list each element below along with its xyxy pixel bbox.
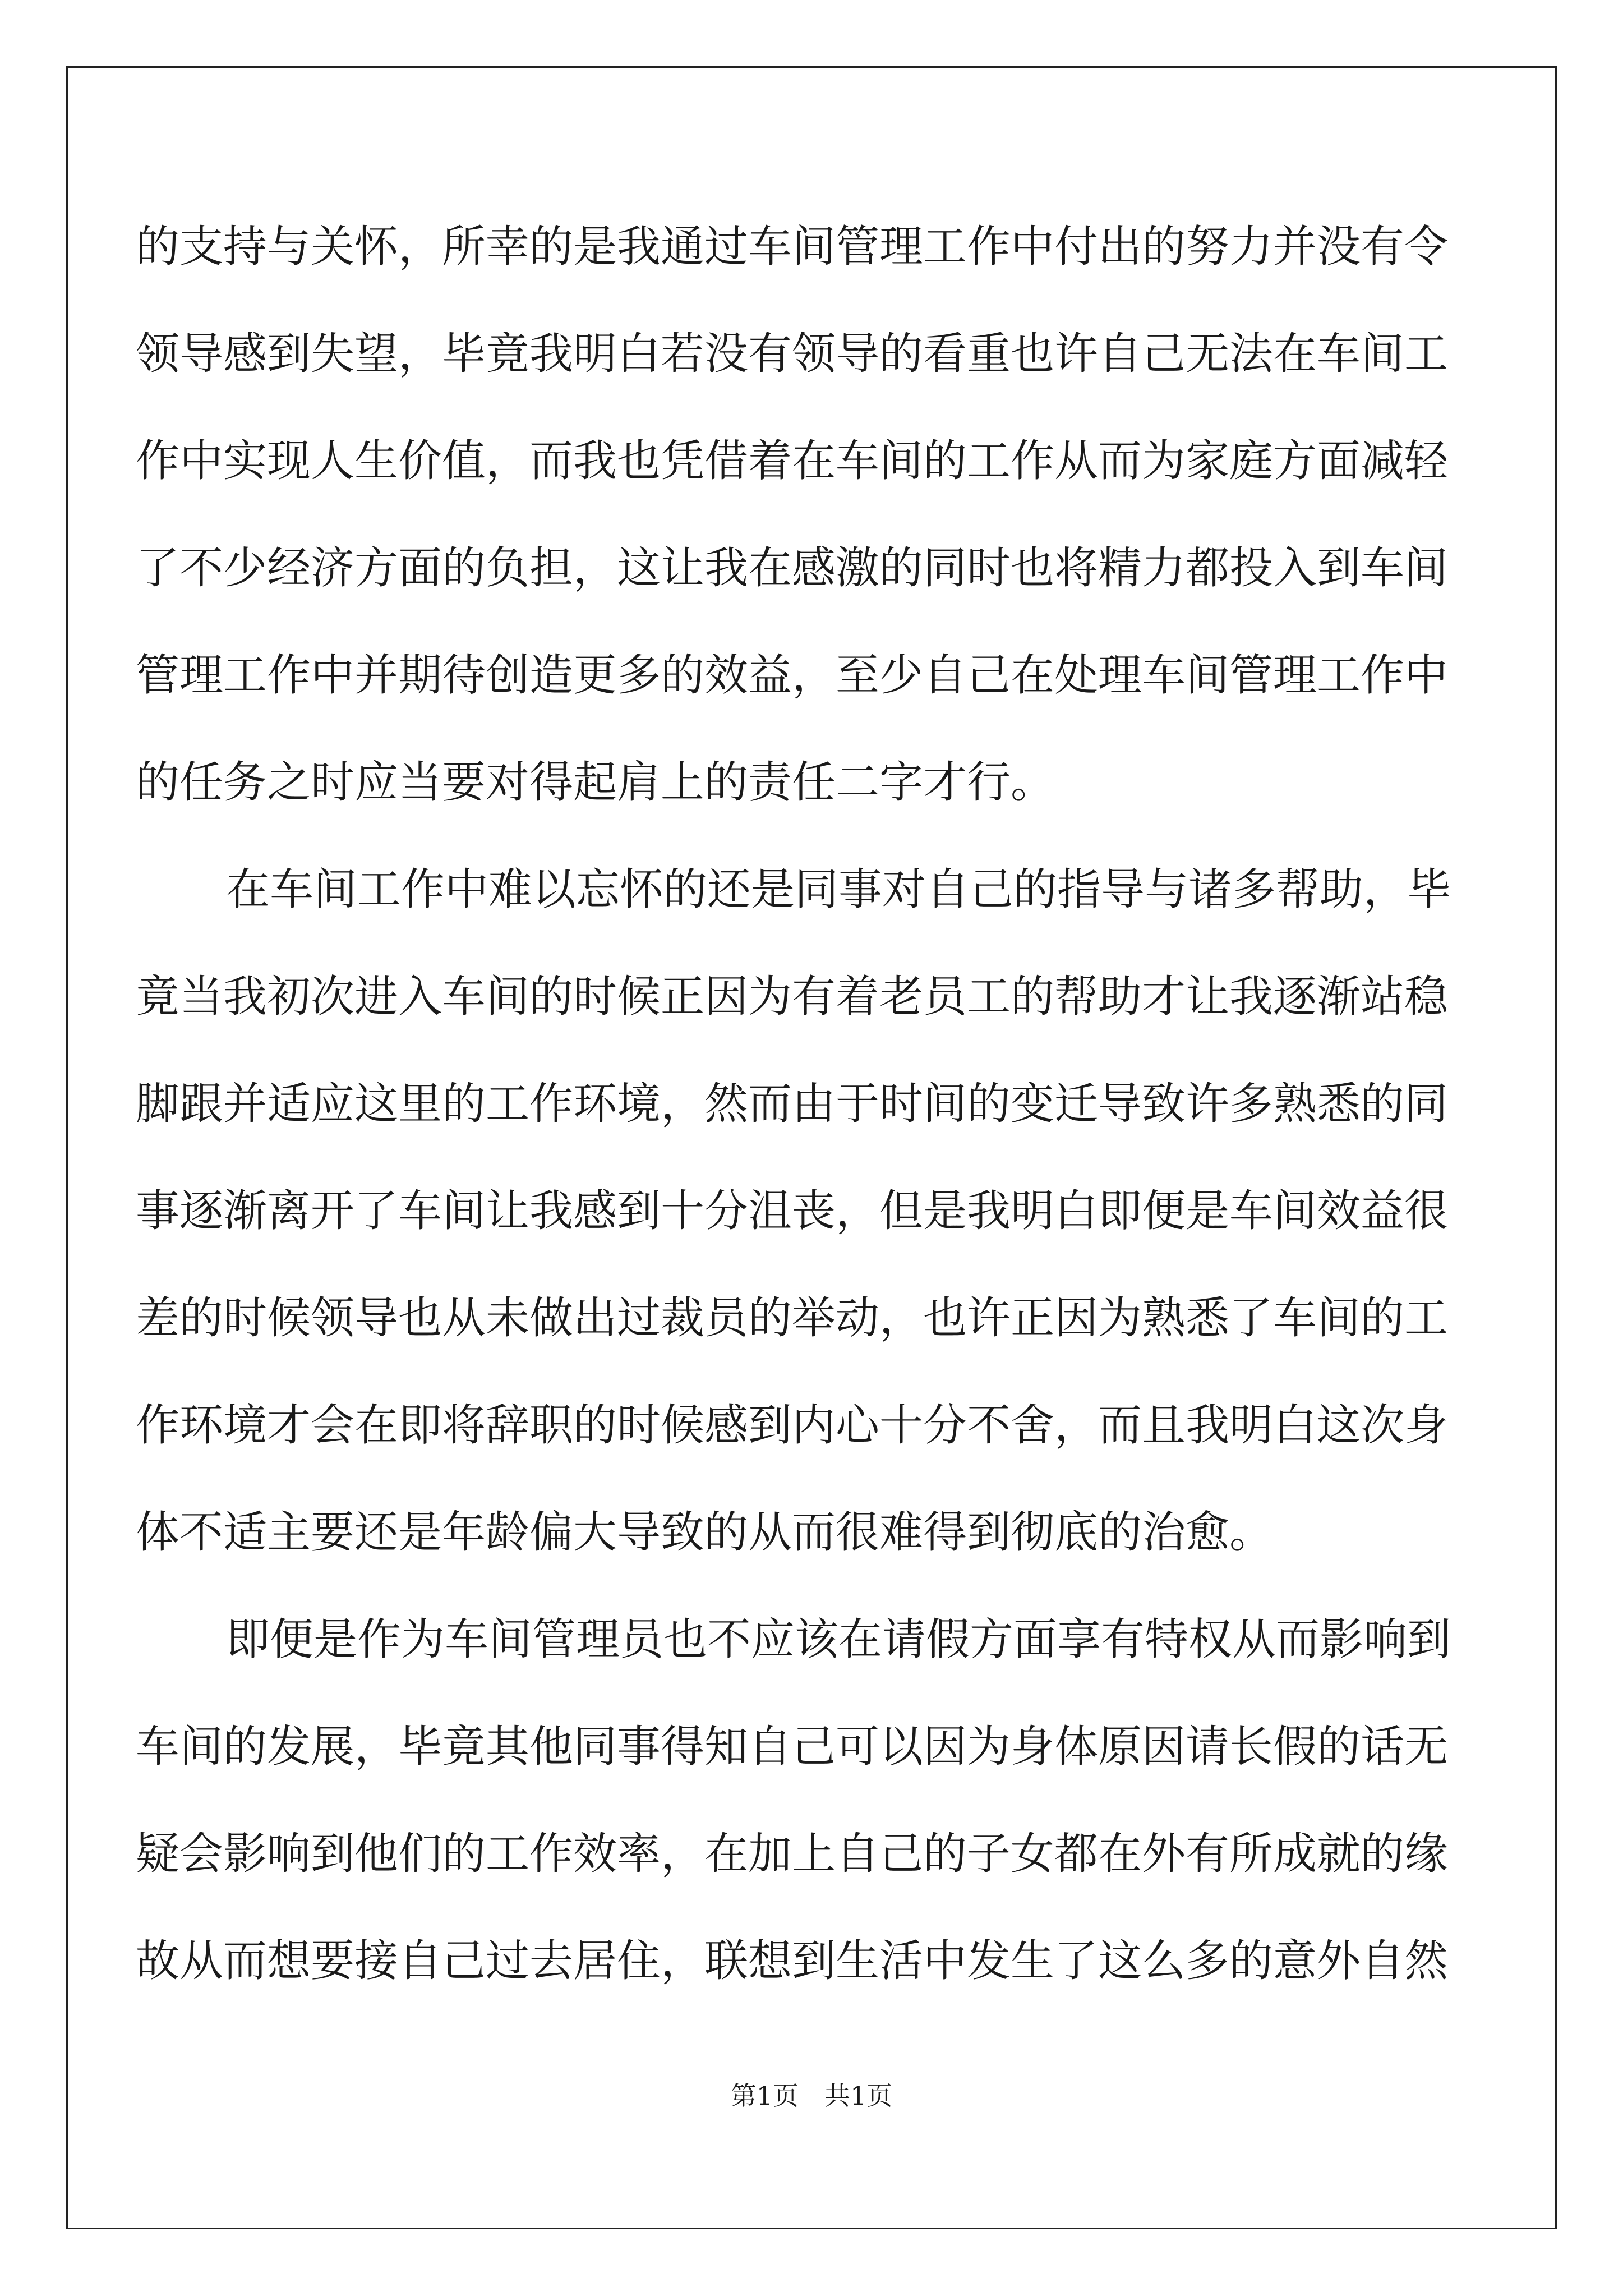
page-border (66, 66, 1557, 2229)
page-footer (0, 2079, 1623, 2113)
paragraph-1-line-4: 了不少经济方面的负担，这让我在感激的同时也将精力都投入到车间 (136, 543, 1449, 593)
paragraph-2-line-1: 在车间工作中难以忘怀的还是同事对自己的指导与诸多帮助，毕 (226, 864, 1451, 915)
paragraph-2-line-7: 体不适主要还是年龄偏大导致的从而很难得到彻底的治愈。 (136, 1507, 1274, 1558)
page-total: 共1页 (824, 2081, 893, 2111)
page-number: 第1页 (730, 2081, 799, 2111)
paragraph-1-line-5: 管理工作中并期待创造更多的效益，至少自己在处理车间管理工作中 (136, 650, 1449, 701)
paragraph-2-line-6: 作环境才会在即将辞职的时候感到内心十分不舍，而且我明白这次身 (136, 1400, 1449, 1451)
paragraph-1-line-6: 的任务之时应当要对得起肩上的责任二字才行。 (136, 757, 1055, 808)
paragraph-2-line-3: 脚跟并适应这里的工作环境，然而由于时间的变迁导致许多熟悉的同 (136, 1079, 1449, 1129)
paragraph-2-line-5: 差的时候领导也从未做出过裁员的举动，也许正因为熟悉了车间的工 (136, 1293, 1449, 1343)
paragraph-3-line-2: 车间的发展，毕竟其他同事得知自己可以因为身体原因请长假的话无 (136, 1722, 1449, 1772)
paragraph-2-line-4: 事逐渐离开了车间让我感到十分沮丧，但是我明白即便是车间效益很 (136, 1186, 1449, 1236)
paragraph-1-line-1: 的支持与关怀，所幸的是我通过车间管理工作中付出的努力并没有令 (136, 222, 1449, 272)
paragraph-3-line-1: 即便是作为车间管理员也不应该在请假方面享有特权从而影响到 (226, 1614, 1451, 1665)
paragraph-3-line-4: 故从而想要接自己过去居住，联想到生活中发生了这么多的意外自然 (136, 1936, 1449, 1986)
paragraph-1-line-3: 作中实现人生价值，而我也凭借着在车间的工作从而为家庭方面减轻 (136, 436, 1449, 486)
paragraph-1-line-2: 领导感到失望，毕竟我明白若没有领导的看重也许自己无法在车间工 (136, 329, 1449, 379)
paragraph-3-line-3: 疑会影响到他们的工作效率，在加上自己的子女都在外有所成就的缘 (136, 1829, 1449, 1879)
paragraph-2-line-2: 竟当我初次进入车间的时候正因为有着老员工的帮助才让我逐渐站稳 (136, 972, 1449, 1022)
